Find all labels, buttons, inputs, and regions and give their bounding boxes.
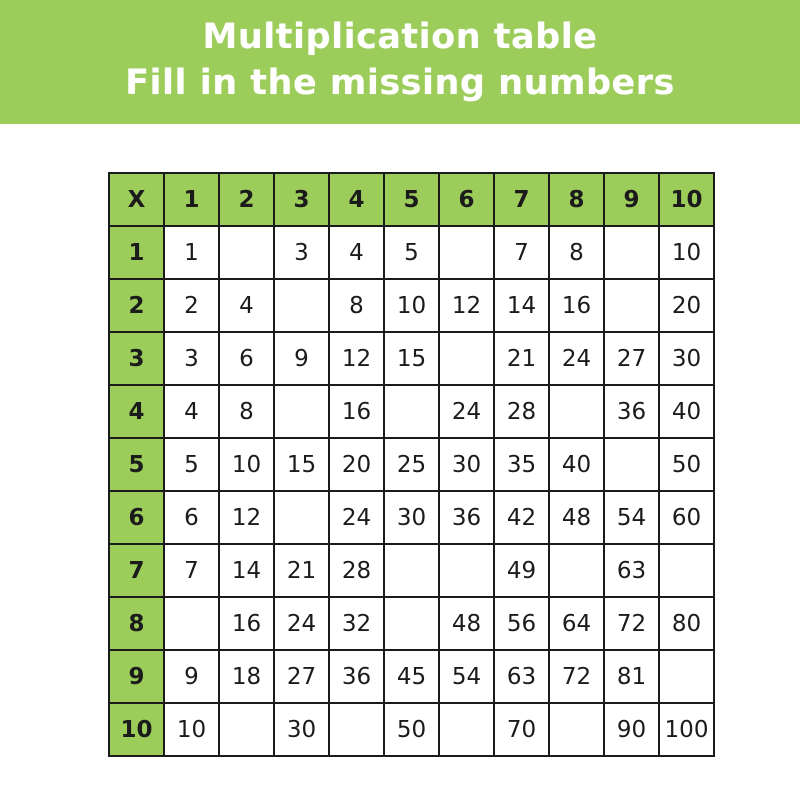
cell-3-6[interactable] [439, 332, 494, 385]
table-row [109, 438, 714, 491]
cell-1-2[interactable] [219, 226, 274, 279]
cell-7-3[interactable]: 21 [274, 544, 329, 597]
cell-9-1[interactable]: 9 [164, 650, 219, 703]
table-row [109, 544, 714, 597]
cell-5-5[interactable]: 25 [384, 438, 439, 491]
worksheet-subtitle: Fill in the missing numbers [125, 63, 675, 103]
cell-7-1[interactable]: 7 [164, 544, 219, 597]
cell-1-8[interactable]: 8 [549, 226, 604, 279]
cell-9-5[interactable]: 45 [384, 650, 439, 703]
header-text-block [0, 14, 800, 106]
table-row [109, 385, 714, 438]
cell-3-10[interactable]: 30 [659, 332, 714, 385]
cell-5-9[interactable] [604, 438, 659, 491]
cell-3-5[interactable]: 15 [384, 332, 439, 385]
cell-2-2[interactable]: 4 [219, 279, 274, 332]
worksheet-title: Multiplication table [202, 17, 598, 57]
cell-10-5[interactable]: 50 [384, 703, 439, 756]
cell-2-1[interactable]: 2 [164, 279, 219, 332]
cell-5-2[interactable]: 10 [219, 438, 274, 491]
row-header-4: 4 [109, 385, 164, 438]
column-header-1: 1 [164, 173, 219, 226]
row-header-5: 5 [109, 438, 164, 491]
cell-10-4[interactable] [329, 703, 384, 756]
cell-9-2[interactable]: 18 [219, 650, 274, 703]
column-header-8: 8 [549, 173, 604, 226]
multiplication-table [108, 172, 715, 757]
cell-4-7[interactable]: 28 [494, 385, 549, 438]
cell-7-7[interactable]: 49 [494, 544, 549, 597]
cell-9-9[interactable]: 81 [604, 650, 659, 703]
cell-7-4[interactable]: 28 [329, 544, 384, 597]
cell-4-3[interactable] [274, 385, 329, 438]
cell-6-9[interactable]: 54 [604, 491, 659, 544]
column-header-7: 7 [494, 173, 549, 226]
cell-1-6[interactable] [439, 226, 494, 279]
cell-1-5[interactable]: 5 [384, 226, 439, 279]
cell-4-2[interactable]: 8 [219, 385, 274, 438]
cell-2-5[interactable]: 10 [384, 279, 439, 332]
cell-3-8[interactable]: 24 [549, 332, 604, 385]
cell-6-7[interactable]: 42 [494, 491, 549, 544]
multiplication-table-container [108, 172, 715, 757]
table-row [109, 279, 714, 332]
cell-5-6[interactable]: 30 [439, 438, 494, 491]
cell-10-10[interactable]: 100 [659, 703, 714, 756]
column-header-3: 3 [274, 173, 329, 226]
cell-8-9[interactable]: 72 [604, 597, 659, 650]
cell-3-2[interactable]: 6 [219, 332, 274, 385]
cell-9-6[interactable]: 54 [439, 650, 494, 703]
cell-4-5[interactable] [384, 385, 439, 438]
row-header-1: 1 [109, 226, 164, 279]
cell-8-7[interactable]: 56 [494, 597, 549, 650]
table-row [109, 332, 714, 385]
cell-9-8[interactable]: 72 [549, 650, 604, 703]
cell-7-10[interactable] [659, 544, 714, 597]
row-header-9: 9 [109, 650, 164, 703]
cell-9-4[interactable]: 36 [329, 650, 384, 703]
cell-10-2[interactable] [219, 703, 274, 756]
cell-1-4[interactable]: 4 [329, 226, 384, 279]
cell-5-8[interactable]: 40 [549, 438, 604, 491]
row-header-8: 8 [109, 597, 164, 650]
column-header-9: 9 [604, 173, 659, 226]
cell-1-9[interactable] [604, 226, 659, 279]
cell-4-4[interactable]: 16 [329, 385, 384, 438]
cell-10-1[interactable]: 10 [164, 703, 219, 756]
row-header-7: 7 [109, 544, 164, 597]
cell-9-10[interactable] [659, 650, 714, 703]
column-header-10: 10 [659, 173, 714, 226]
cell-3-3[interactable]: 9 [274, 332, 329, 385]
cell-8-6[interactable]: 48 [439, 597, 494, 650]
cell-6-8[interactable]: 48 [549, 491, 604, 544]
cell-1-7[interactable]: 7 [494, 226, 549, 279]
cell-6-3[interactable] [274, 491, 329, 544]
cell-4-10[interactable]: 40 [659, 385, 714, 438]
cell-6-10[interactable]: 60 [659, 491, 714, 544]
cell-6-6[interactable]: 36 [439, 491, 494, 544]
cell-1-3[interactable]: 3 [274, 226, 329, 279]
cell-8-5[interactable] [384, 597, 439, 650]
table-corner-cell: X [109, 173, 164, 226]
cell-7-8[interactable] [549, 544, 604, 597]
cell-4-1[interactable]: 4 [164, 385, 219, 438]
cell-8-10[interactable]: 80 [659, 597, 714, 650]
cell-6-1[interactable]: 6 [164, 491, 219, 544]
cell-1-1[interactable]: 1 [164, 226, 219, 279]
table-body [109, 173, 714, 756]
cell-8-2[interactable]: 16 [219, 597, 274, 650]
cell-8-1[interactable] [164, 597, 219, 650]
cell-3-1[interactable]: 3 [164, 332, 219, 385]
cell-3-4[interactable]: 12 [329, 332, 384, 385]
table-row [109, 703, 714, 756]
cell-10-9[interactable]: 90 [604, 703, 659, 756]
cell-5-3[interactable]: 15 [274, 438, 329, 491]
row-header-6: 6 [109, 491, 164, 544]
cell-5-7[interactable]: 35 [494, 438, 549, 491]
cell-6-2[interactable]: 12 [219, 491, 274, 544]
cell-7-2[interactable]: 14 [219, 544, 274, 597]
table-row [109, 597, 714, 650]
cell-2-10[interactable]: 20 [659, 279, 714, 332]
cell-3-7[interactable]: 21 [494, 332, 549, 385]
row-header-10: 10 [109, 703, 164, 756]
cell-8-8[interactable]: 64 [549, 597, 604, 650]
cell-7-9[interactable]: 63 [604, 544, 659, 597]
cell-7-6[interactable] [439, 544, 494, 597]
cell-2-6[interactable]: 12 [439, 279, 494, 332]
column-header-2: 2 [219, 173, 274, 226]
cell-10-8[interactable] [549, 703, 604, 756]
cell-10-6[interactable] [439, 703, 494, 756]
row-header-3: 3 [109, 332, 164, 385]
cell-9-7[interactable]: 63 [494, 650, 549, 703]
cell-3-9[interactable]: 27 [604, 332, 659, 385]
table-row [109, 226, 714, 279]
table-header-row [109, 173, 714, 226]
cell-6-4[interactable]: 24 [329, 491, 384, 544]
cell-4-8[interactable] [549, 385, 604, 438]
cell-8-4[interactable]: 32 [329, 597, 384, 650]
cell-5-10[interactable]: 50 [659, 438, 714, 491]
column-header-4: 4 [329, 173, 384, 226]
cell-2-9[interactable] [604, 279, 659, 332]
table-row [109, 650, 714, 703]
cell-5-1[interactable]: 5 [164, 438, 219, 491]
cell-7-5[interactable] [384, 544, 439, 597]
column-header-6: 6 [439, 173, 494, 226]
cell-2-8[interactable]: 16 [549, 279, 604, 332]
cell-2-4[interactable]: 8 [329, 279, 384, 332]
cell-5-4[interactable]: 20 [329, 438, 384, 491]
cell-1-10[interactable]: 10 [659, 226, 714, 279]
header-banner [0, 0, 800, 124]
cell-4-6[interactable]: 24 [439, 385, 494, 438]
cell-10-7[interactable]: 70 [494, 703, 549, 756]
cell-4-9[interactable]: 36 [604, 385, 659, 438]
cell-6-5[interactable]: 30 [384, 491, 439, 544]
column-header-5: 5 [384, 173, 439, 226]
cell-9-3[interactable]: 27 [274, 650, 329, 703]
cell-2-3[interactable] [274, 279, 329, 332]
cell-2-7[interactable]: 14 [494, 279, 549, 332]
table-row [109, 491, 714, 544]
cell-10-3[interactable]: 30 [274, 703, 329, 756]
cell-8-3[interactable]: 24 [274, 597, 329, 650]
row-header-2: 2 [109, 279, 164, 332]
